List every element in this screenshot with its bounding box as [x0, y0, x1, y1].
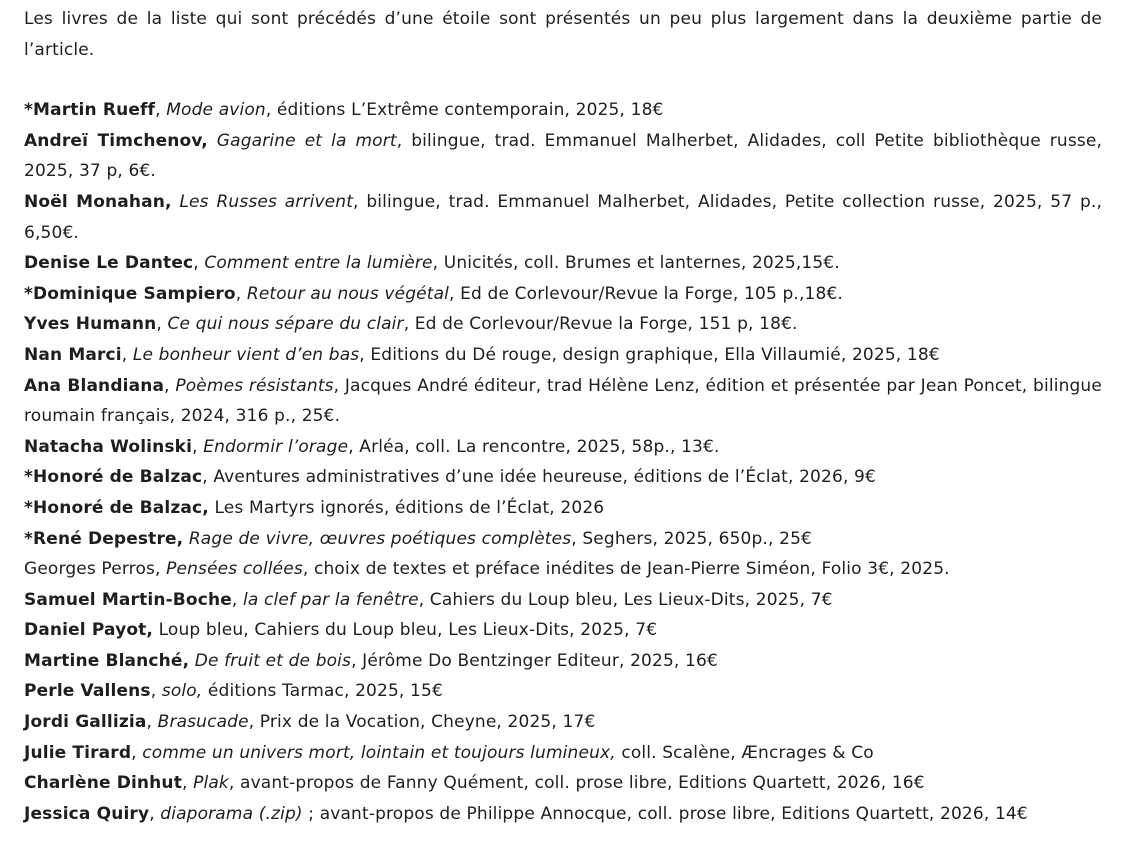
book-separator: , [155, 100, 167, 121]
book-title: solo, [161, 681, 203, 702]
book-title: Retour au nous végétal [246, 283, 450, 304]
book-entry [24, 340, 1102, 371]
book-entry [24, 676, 1102, 707]
book-title: Aventures administratives d’une idée heureuse [213, 467, 623, 488]
book-author: Samuel Martin-Boche [24, 589, 232, 610]
article-body [24, 4, 1102, 829]
book-details: , Cahiers du Loup bleu, Les Lieux-Dits, 2025, 7€ [418, 589, 833, 610]
book-details: , Editions du Dé rouge, design graphique, Ella Villaumié, 2025, 18€ [359, 344, 940, 365]
book-title: Poèmes résistants [175, 375, 334, 396]
book-details: , Seghers, 2025, 650p., 25€ [571, 528, 813, 549]
book-separator: , [202, 467, 214, 488]
book-entry [24, 738, 1102, 769]
book-title: Le bonheur vient d’en bas [132, 344, 360, 365]
book-details: , Ed de Corlevour/Revue la Forge, 151 p, 18€. [403, 314, 798, 335]
book-author: Jordi Gallizia [24, 712, 147, 733]
book-details: coll. Scalène, Æncrages & Co [615, 742, 874, 763]
book-entry [24, 187, 1102, 248]
book-separator: , [192, 436, 204, 457]
book-list [24, 95, 1102, 829]
book-title: Gagarine et la mort [216, 130, 397, 151]
book-author: *Honoré de Balzac [24, 467, 203, 488]
book-details: , Jacques André éditeur, trad Hélène Lenz, édition et présentée par Jean Poncet, bilingue roumain français, 2024, 316 p., 25€. [24, 375, 1102, 427]
book-entry [24, 95, 1102, 126]
book-details: , Unicités, coll. Brumes et lanternes, 2025,15€. [432, 253, 840, 274]
book-title: Comment entre la lumière [204, 253, 433, 274]
book-details: , éditions de l’Éclat, 2026, 9€ [622, 467, 876, 488]
book-title: Mode avion [166, 100, 266, 121]
book-author: Denise Le Dantec [24, 253, 194, 274]
book-author: Nan Marci [24, 344, 122, 365]
book-entry [24, 585, 1102, 616]
book-title: Plak [193, 773, 229, 794]
book-details: , Ed de Corlevour/Revue la Forge, 105 p.,18€. [449, 283, 843, 304]
book-separator: , [235, 283, 247, 304]
book-author: Andreï Timchenov, [24, 130, 208, 151]
book-details: , bilingue, trad. Emmanuel Malherbet, Alidades, Petite collection russe, 2025, 57 p., 6,50€. [24, 191, 1102, 243]
book-separator: , [146, 712, 158, 733]
book-entry [24, 615, 1102, 646]
book-entry [24, 432, 1102, 463]
book-details: , Prix de la Vocation, Cheyne, 2025, 17€ [248, 712, 596, 733]
book-author: Ana Blandiana [24, 375, 165, 396]
book-title: Endormir l’orage [203, 436, 349, 457]
book-author: Perle Vallens [24, 681, 151, 702]
book-details: , Jérôme Do Bentzinger Editeur, 2025, 16€ [351, 650, 718, 671]
book-details: , avant-propos de Fanny Quément, coll. prose libre, Editions Quartett, 2026, 16€ [228, 773, 925, 794]
book-separator: , [131, 742, 143, 763]
book-separator: , [231, 589, 243, 610]
book-details: , Arléa, coll. La rencontre, 2025, 58p., 13€. [348, 436, 720, 457]
book-entry [24, 707, 1102, 738]
book-separator: , [156, 314, 168, 335]
book-entry [24, 799, 1102, 830]
book-details: , bilingue, trad. Emmanuel Malherbet, Alidades, coll Petite bibliothèque russe, 2025, 37 p, 6€. [24, 130, 1103, 182]
book-author: *Martin Rueff [24, 100, 156, 121]
book-title: De fruit et de bois [194, 650, 352, 671]
book-author: Yves Humann [24, 314, 157, 335]
book-title: Ce qui nous sépare du clair [167, 314, 404, 335]
book-details: éditions Tarmac, 2025, 15€ [202, 681, 443, 702]
book-entry [24, 493, 1102, 524]
book-separator [208, 131, 217, 151]
book-title: Loup bleu [158, 620, 244, 641]
book-title: Brasucade [157, 712, 249, 733]
book-separator: , [181, 773, 194, 794]
book-title: Pensées collées [166, 559, 303, 580]
intro-paragraph: Les livres de la liste qui sont précédés d’une étoile sont présentés un peu plus largement dans la deuxième partie de l’article. [24, 9, 1102, 60]
book-title: Les Martyrs ignorés [214, 497, 384, 518]
book-author: Martine Blanché, [24, 650, 190, 671]
book-author: Natacha Wolinski [24, 436, 193, 457]
book-title: la clef par la fenêtre [243, 589, 419, 610]
book-author: Charlène Dinhut [24, 773, 182, 794]
book-entry [24, 646, 1102, 677]
book-separator: , [121, 344, 133, 365]
book-author: Noël Monahan, [24, 191, 172, 212]
book-details: ; avant-propos de Philippe Annocque, coll. prose libre, Editions Quartett, 2026, 14€ [302, 803, 1028, 824]
book-details: , éditions de l’Éclat, 2026 [383, 497, 605, 518]
book-entry [24, 279, 1102, 310]
book-author: Jessica Quiry [24, 803, 150, 824]
book-author: *René Depestre, [24, 528, 184, 549]
book-entry [24, 371, 1102, 432]
book-separator: , [193, 253, 205, 274]
book-title: diaporama (.zip) [160, 803, 303, 824]
book-author: Daniel Payot, [24, 620, 154, 641]
book-entry [24, 309, 1102, 340]
book-entry [24, 524, 1102, 555]
book-title: comme un univers mort, lointain et toujours lumineux, [142, 742, 616, 763]
book-details: , choix de textes et préface inédites de Jean-Pierre Siméon, Folio 3€, 2025. [302, 559, 950, 580]
book-author: *Dominique Sampiero [24, 283, 236, 304]
book-entry [24, 768, 1102, 799]
book-details: , Cahiers du Loup bleu, Les Lieux-Dits, 2025, 7€ [243, 620, 658, 641]
book-entry [24, 248, 1102, 279]
book-title: Rage de vivre, œuvres poétiques complètes [188, 528, 572, 549]
book-entry [24, 462, 1102, 493]
book-separator: , [164, 375, 176, 396]
book-author: *Honoré de Balzac, [24, 497, 209, 518]
book-separator: Georges Perros, [24, 559, 167, 580]
book-separator: , [149, 803, 161, 824]
book-entry [24, 554, 1102, 585]
book-title: Les Russes arrivent [179, 191, 354, 212]
book-separator: , [150, 681, 162, 702]
book-author: Julie Tirard [24, 742, 132, 763]
book-details: , éditions L’Extrême contemporain, 2025, 18€ [265, 100, 664, 121]
book-entry [24, 126, 1102, 187]
